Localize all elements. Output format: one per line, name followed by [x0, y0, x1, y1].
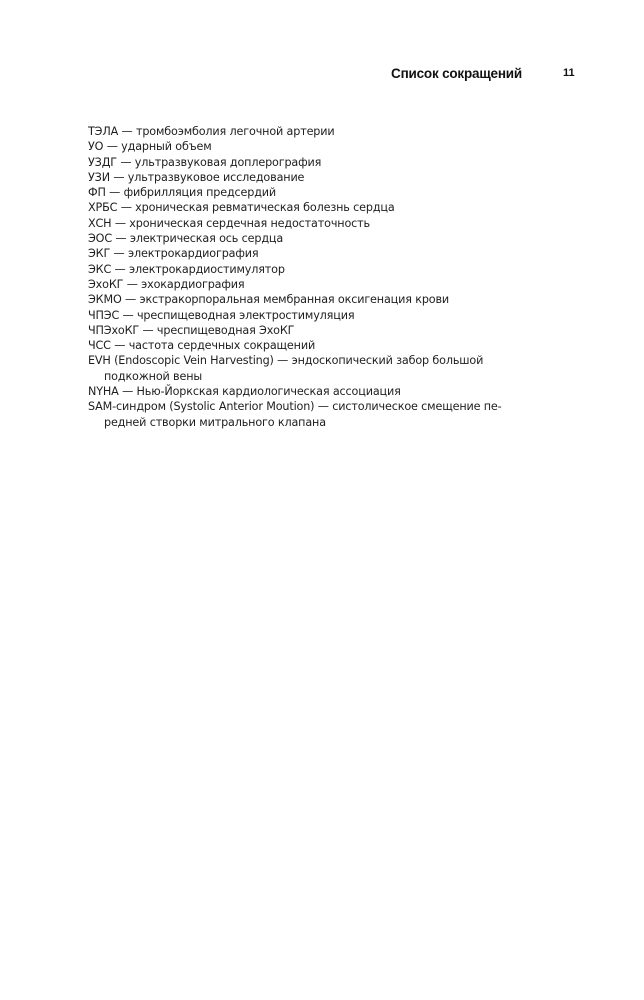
abbreviation-entry	[88, 216, 528, 231]
section-title: Список сокращений	[391, 66, 522, 81]
abbreviation-entry	[88, 262, 528, 277]
abbreviation-entry	[88, 185, 528, 200]
entry-line: ХРБС — хроническая ревматическая болезнь сердца	[88, 201, 395, 215]
abbreviation-entry	[88, 231, 528, 246]
running-header	[0, 66, 644, 86]
entry-continuation-line: подкожной вены	[104, 369, 203, 383]
abbreviation-entry	[88, 246, 528, 261]
entry-line: ЭКГ — электрокардиография	[88, 247, 259, 261]
entry-line: ЭхоКГ — эхокардиография	[88, 277, 245, 291]
abbreviation-entry	[88, 200, 528, 215]
entry-line: УЗИ — ультразвуковое исследование	[88, 170, 305, 184]
entry-line: ХСН — хроническая сердечная недостаточность	[88, 216, 370, 230]
abbreviation-entry	[88, 338, 528, 353]
entry-line: NYHA — Нью-Йоркская кардиологическая ассоциация	[88, 385, 401, 399]
entry-line: ЧСС — частота сердечных сокращений	[88, 339, 316, 353]
entry-line: УО — ударный объем	[88, 140, 212, 154]
abbreviation-entry	[88, 124, 528, 139]
abbreviation-entry	[88, 277, 528, 292]
entry-line: ЧПЭС — чреспищеводная электростимуляция	[88, 308, 355, 322]
entry-continuation-line: редней створки митрального клапана	[104, 415, 326, 429]
page-number: 11	[563, 67, 575, 79]
entry-line: EVH (Endoscopic Vein Harvesting) — эндоскопический забор большой	[88, 354, 484, 368]
entry-line: УЗДГ — ультразвуковая доплерография	[88, 155, 322, 169]
entry-line: ЭОС — электрическая ось сердца	[88, 232, 284, 246]
abbreviation-entry	[88, 399, 528, 430]
abbreviation-entry	[88, 139, 528, 154]
abbreviation-entry	[88, 170, 528, 185]
entry-line: SAM-синдром (Systolic Anterior Moution) — систолическое смещение пе-	[88, 400, 502, 414]
entry-line: ФП — фибрилляция предсердий	[88, 186, 277, 200]
entry-line: ЭКС — электрокардиостимулятор	[88, 262, 285, 276]
entry-line: ЧПЭхоКГ — чреспищеводная ЭхоКГ	[88, 323, 295, 337]
entry-line: ТЭЛА — тромбоэмболия легочной артерии	[88, 125, 335, 138]
abbreviation-entry	[88, 292, 528, 307]
abbreviation-entry	[88, 353, 528, 384]
abbreviation-entry	[88, 308, 528, 323]
abbreviation-entry	[88, 323, 528, 338]
entry-line: ЭКМО — экстракорпоральная мембранная оксигенация крови	[88, 293, 450, 307]
abbreviation-list	[88, 124, 528, 430]
abbreviation-entry	[88, 155, 528, 170]
abbreviation-entry	[88, 384, 528, 399]
